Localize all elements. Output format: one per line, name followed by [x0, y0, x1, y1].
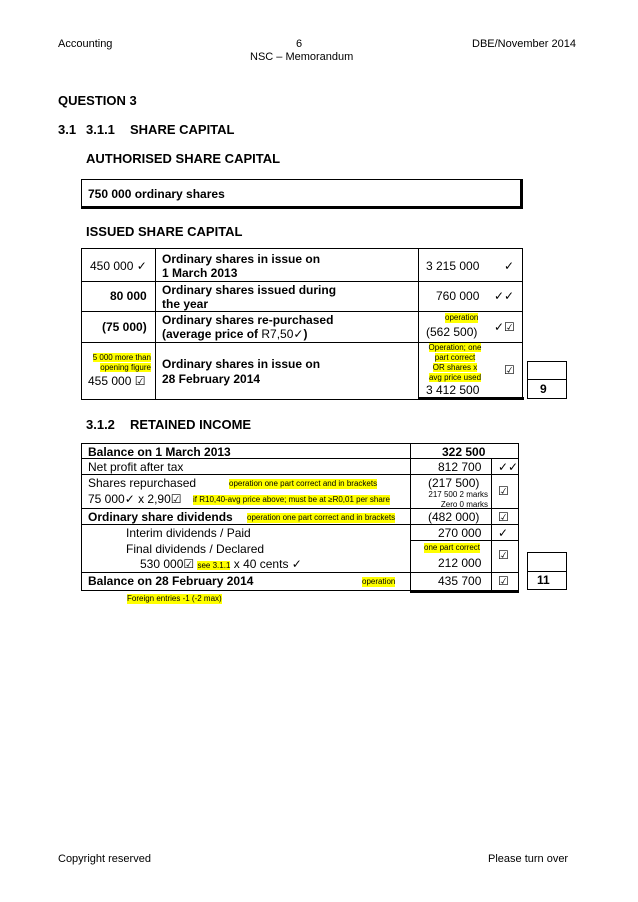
subsection-number: 3.1.1	[86, 122, 115, 137]
retained-net-profit-amount: 812 700	[438, 460, 482, 474]
issued-marks-box	[527, 361, 567, 399]
retained-total-marks: 11	[537, 573, 550, 587]
issued-row3-qty: (75 000)	[102, 320, 147, 334]
retained-final-note: one part correct	[424, 543, 481, 552]
issued-row4-desc: Ordinary shares in issue on 28 February 2014	[162, 357, 321, 386]
footer-copyright: Copyright reserved	[58, 853, 151, 865]
subsection-312-number: 3.1.2	[86, 417, 115, 432]
issued-row3-marks: ✓☑	[494, 320, 515, 334]
issued-row2-marks: ✓✓	[494, 289, 515, 303]
retained-balance-close-label: Balance on 28 February 2014	[88, 574, 254, 588]
retained-repurchased-note2: if R10,40-avg price above; must be at ≥R0,01 per share	[193, 495, 390, 504]
issued-row4-marks: ☑	[504, 363, 515, 377]
retained-interim-amount: 270 000	[438, 526, 482, 540]
issued-row1-desc: Ordinary shares in issue on 1 March 2013	[162, 252, 321, 280]
retained-dividends-amount: (482 000)	[428, 510, 480, 524]
retained-balance-close-marks: ☑	[498, 574, 509, 588]
retained-interim-marks: ✓	[498, 526, 509, 540]
header-exam: DBE/November 2014	[472, 38, 576, 50]
issued-total-marks: 9	[540, 382, 547, 396]
section-number: 3.1	[58, 122, 77, 137]
issued-row1-qty: 450 000 ✓	[90, 259, 147, 273]
authorised-box	[81, 179, 523, 209]
retained-dividends-note: operation one part correct and in brackets	[247, 513, 396, 522]
retained-repurchased-label: Shares repurchased	[88, 476, 197, 490]
retained-repurchased-amount-note: 217 500 2 marks Zero 0 marks	[428, 490, 488, 509]
retained-net-profit-marks: ✓✓	[498, 460, 519, 474]
issued-row2-qty: 80 000	[110, 289, 147, 303]
retained-balance-close-note: operation	[362, 577, 396, 586]
issued-row1-amount: 3 215 000	[426, 259, 480, 273]
foreign-entries-note: Foreign entries -1 (-2 max)	[127, 594, 222, 603]
issued-row4-amount: 3 412 500	[426, 383, 480, 397]
issued-row2-desc: Ordinary shares issued during the year	[162, 283, 337, 311]
retained-repurchased-calc: 75 000✓ x 2,90☑	[88, 492, 182, 506]
retained-final-calc: 530 000☑ see 3.1.1 x 40 cents ✓	[140, 557, 302, 571]
retained-final-marks: ☑	[498, 548, 509, 562]
authorised-title: AUTHORISED SHARE CAPITAL	[86, 151, 281, 166]
retained-interim-label: Interim dividends / Paid	[126, 526, 251, 540]
issued-row4-qty-note: 5 000 more than opening figure	[92, 353, 151, 372]
issued-title: ISSUED SHARE CAPITAL	[86, 224, 243, 239]
issued-row3-note: operation	[445, 313, 479, 322]
retained-net-profit-label: Net profit after tax	[88, 460, 184, 474]
footer-turn-over: Please turn over	[488, 853, 569, 865]
retained-balance-close-amount: 435 700	[438, 574, 482, 588]
retained-dividends-label: Ordinary share dividends	[88, 510, 233, 524]
question-title: QUESTION 3	[58, 93, 137, 108]
retained-marks-box	[527, 552, 567, 590]
issued-row4-qty: 455 000 ☑	[88, 374, 146, 388]
issued-row2-amount: 760 000	[436, 289, 480, 303]
header-subject: Accounting	[58, 38, 113, 50]
section-title: SHARE CAPITAL	[130, 122, 235, 137]
retained-repurchased-marks: ☑	[498, 484, 509, 498]
issued-row1-marks: ✓	[504, 259, 515, 273]
retained-repurchased-note1: operation one part correct and in brackets	[229, 479, 378, 488]
retained-final-amount: 212 000	[438, 556, 482, 570]
retained-final-label: Final dividends / Declared	[126, 542, 265, 556]
retained-repurchased-amount: (217 500)	[428, 476, 480, 490]
issued-row3-desc: Ordinary shares re-purchased (average price of R7,50✓)	[162, 313, 334, 341]
retained-dividends-marks: ☑	[498, 510, 509, 524]
issued-row3-amount: (562 500)	[426, 325, 478, 339]
authorised-value: 750 000 ordinary shares	[88, 187, 225, 201]
retained-balance-open-label: Balance on 1 March 2013	[88, 445, 231, 459]
header-subtitle: NSC – Memorandum	[250, 51, 354, 63]
retained-balance-open-amount: 322 500	[442, 445, 486, 459]
issued-row4-note: Operation; one part correct OR shares x avg price used	[428, 343, 482, 382]
header-page-number: 6	[296, 38, 303, 50]
subsection-312-title: RETAINED INCOME	[130, 417, 252, 432]
